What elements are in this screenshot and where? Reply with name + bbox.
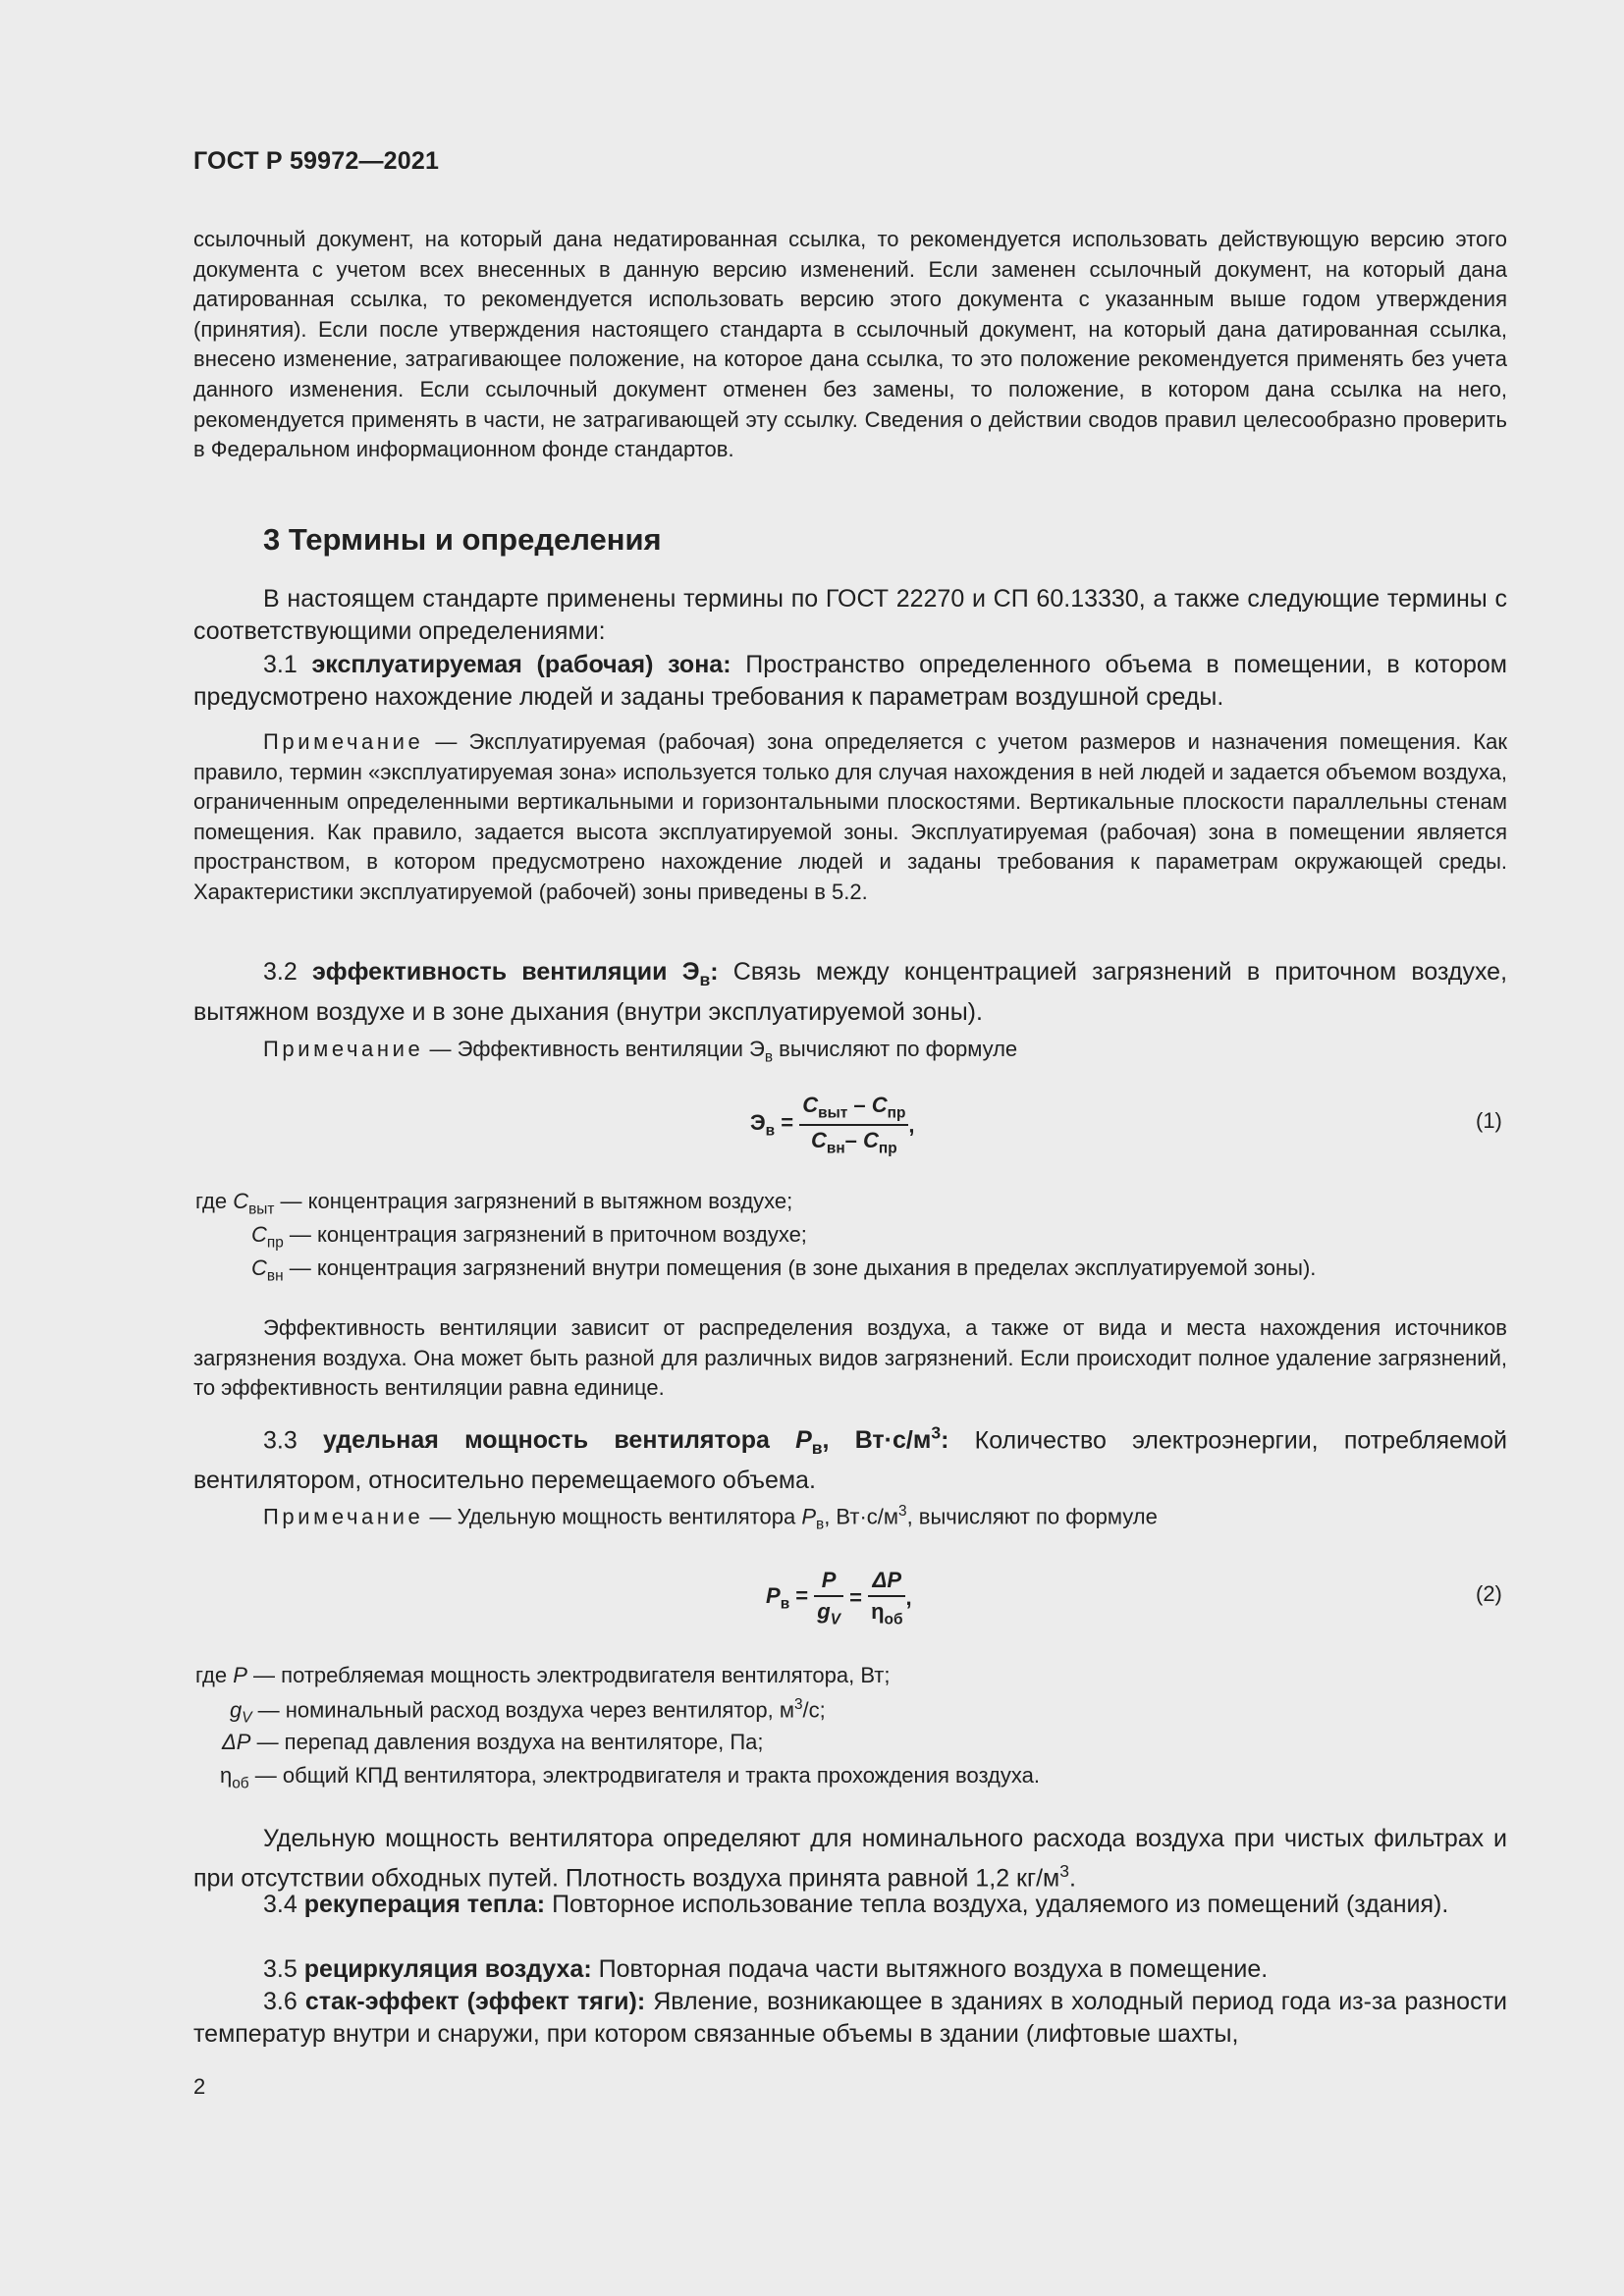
formula-2-fraction-a: $\frac{P}{g_V}$ [814, 1568, 843, 1629]
term-name: эксплуатируемая (рабочая) зона: [311, 651, 731, 678]
term-3-1 [193, 649, 1507, 714]
term-definition: Связь между концентрацией загрязнений в приточном воздухе, вытяжном воздухе и в зоне дыхания (внутри эксплуатируемой зоны). [193, 958, 1508, 1026]
note-3-2: Примечание — Эффективность вентиляции $Э_в$ вычисляют по формуле [263, 1037, 1018, 1066]
formula-2: $P_в$ = $\frac{P}{g_V}$ = $\frac{\Delta P}{\eta_{об}}$ , [766, 1568, 912, 1629]
term-number: 3.3 [263, 1426, 298, 1455]
where-row: ΔP — перепад давления воздуха на вентиляторе, Па; [222, 1730, 764, 1754]
term-number: 3.5 [263, 1955, 298, 1983]
after-3-2: Эффективность вентиляции зависит от распределения воздуха, а также от вида и места нахождения источников загрязнения воздуха. Она может быть разной для различных видов загрязнений. Если происходит полное удаление загрязнений, то эффективность вентиляции равна единице. [193, 1315, 1507, 1401]
where-row: $C_{вн}$ — концентрация загрязнений внутри помещения (в зоне дыхания в пределах эксплуатируемой зоны). [251, 1255, 1317, 1285]
where-row: $g_V$ — номинальный расход воздуха через вентилятор, $м^3/с$; [230, 1696, 826, 1727]
formula-2-number: (2) [1476, 1581, 1502, 1606]
term-definition: Явление, возникающее в зданиях в холодный период года из-за разности температур внутри и снаружи, при котором связанные объемы в здании (лифтовые шахты, [193, 1988, 1508, 2048]
note-label: Примечание [263, 1504, 424, 1529]
where-row: $\eta_{об}$ — общий КПД вентилятора, электродвигателя и тракта прохождения воздуха. [220, 1763, 1040, 1792]
where-row: $C_{пр}$ — концентрация загрязнений в приточном воздухе; [251, 1222, 807, 1252]
note-3-1 [193, 727, 1507, 908]
term-definition: Пространство определенного объема в помещении, в котором предусмотрено нахождение людей и заданы требования к параметрам воздушной среды. [193, 651, 1507, 711]
section-lead: В настоящем стандарте применены термины по ГОСТ 22270 и СП 60.13330, а также следующие термины с соответствующими определениями: [193, 585, 1507, 645]
formula-1: $Э_в$ = $\frac{C_{выт} - C_{пр}}{C_{вн}- C_{пр}}$ , [750, 1093, 915, 1157]
term-name: стак-эффект (эффект тяги): [304, 1988, 646, 2015]
term-3-5 [193, 1953, 1507, 1986]
term-3-2 [193, 956, 1507, 1029]
term-number: 3.2 [263, 958, 298, 986]
note-label: Примечание [263, 729, 424, 754]
note-3-3: Примечание — Удельную мощность вентилятора $P_в$, $Вт\cdot с/м^3$, вычисляют по формуле [263, 1503, 1158, 1533]
term-definition: Повторное использование тепла воздуха, удаляемого из помещений (здания). [552, 1891, 1449, 1918]
note-label: Примечание [263, 1037, 424, 1061]
formula-2-fraction-b: $\frac{\Delta P}{\eta_{об}}$ [868, 1568, 905, 1629]
term-3-4 [193, 1889, 1507, 1921]
formula-1-fraction: $\frac{C_{выт} - C_{пр}}{C_{вн}- C_{пр}}$ [799, 1093, 908, 1158]
term-definition: Количество электроэнергии, потребляемой вентилятором, относительно перемещаемого объема. [193, 1426, 1507, 1495]
term-name: удельная мощность вентилятора $P_в$, $Вт\cdot с/м^3$: [322, 1423, 949, 1459]
term-name: эффективность вентиляции $Э_в$: [311, 958, 719, 989]
note-text: — Эксплуатируемая (рабочая) зона определяется с учетом размеров и назначения помещения. Как правило, термин «эксплуатируемая зона» используется только для случая нахождения в ней людей и задается объемом воздуха, ограниченным определенными вертикальными и горизонтальными плоскостями. Вертикальные плоскости параллельны стенам помещения. Как правило, задается высота эксплуатируемой зоны. Эксплуатируемая (рабочая) зона в помещении является пространством, в котором предусмотрено нахождение людей и заданы требования к параметрам окружающей среды. Характеристики эксплуатируемой (рабочей) зоны приведены в 5.2. [193, 729, 1507, 904]
intro-paragraph: ссылочный документ, на который дана недатированная ссылка, то рекомендуется использовать действующую версию этого документа с учетом всех внесенных в данную версию изменений. Если заменен ссылочный документ, на который дана датированная ссылка, то рекомендуется использовать версию этого документа с указанным выше годом утверждения (принятия). Если после утверждения настоящего стандарта в ссылочный документ, на который дана датированная ссылка, внесено изменение, затрагивающее положение, на которое дана ссылка, то это положение рекомендуется применять без учета данного изменения. Если ссылочный документ отменен без замены, то положение, в котором дана ссылка на него, рекомендуется применять в части, не затрагивающей эту ссылку. Сведения о действии сводов правил целесообразно проверить в Федеральном информационном фонде стандартов. [193, 227, 1507, 462]
page-number: 2 [193, 2074, 206, 2099]
term-3-3 [193, 1417, 1507, 1497]
term-definition: Повторная подача части вытяжного воздуха в помещение. [598, 1955, 1269, 1983]
term-number: 3.1 [263, 651, 298, 678]
term-number: 3.6 [263, 1988, 298, 2015]
term-3-6 [193, 1986, 1507, 2051]
formula-1-number: (1) [1476, 1108, 1502, 1133]
after-3-3: Удельную мощность вентилятора определяют для номинального расхода воздуха при чистых фильтрах и при отсутствии обходных путей. Плотность воздуха принята равной 1,2 $кг/м^3$. [193, 1825, 1507, 1893]
document-header: ГОСТ Р 59972—2021 [193, 147, 440, 175]
term-number: 3.4 [263, 1891, 298, 1918]
term-name: рециркуляция воздуха: [303, 1955, 592, 1983]
where-row: где $C_{выт}$ — концентрация загрязнений в вытяжном воздухе; [195, 1189, 793, 1218]
section-title: 3 Термины и определения [263, 522, 662, 557]
where-row: где P — потребляемая мощность электродвигателя вентилятора, Вт; [195, 1663, 891, 1687]
term-name: рекуперация тепла: [303, 1891, 546, 1918]
